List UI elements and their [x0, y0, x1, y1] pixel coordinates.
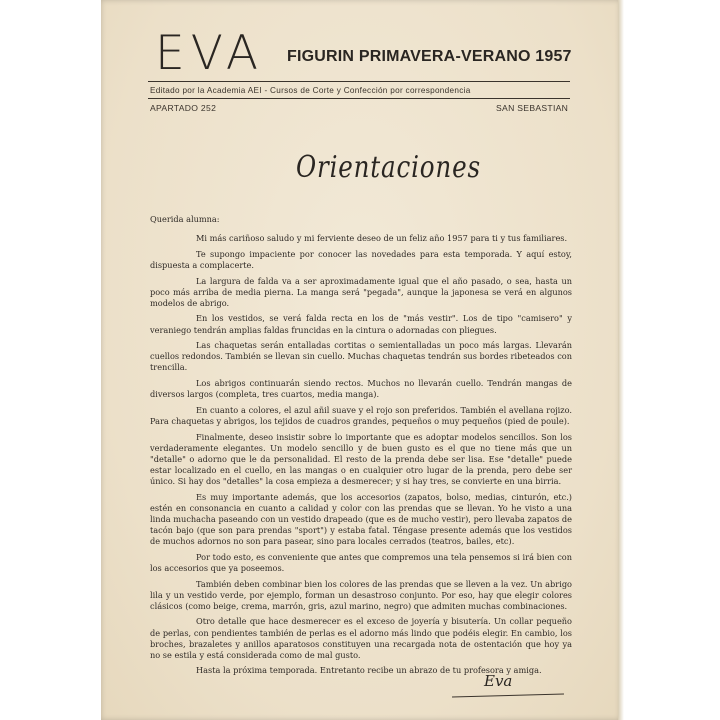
paragraph: Te supongo impaciente por conocer las novedades para esta temporada. Y aquí estoy, dispuesta a complacerte. [150, 248, 572, 270]
signature: Eva [484, 672, 513, 690]
paragraph: Las chaquetas serán entalladas cortitas o semientalladas un poco más largas. Llevarán cuellos redondos. También se llevan sin cuello. Muchas chaquetas tendrán sus bordes ribeteados con trencilla. [150, 340, 572, 373]
paragraph: Mi más cariñoso saludo y mi ferviente deseo de un feliz año 1957 para ti y tus familiares. [196, 233, 568, 244]
paragraph: También deben combinar bien los colores de las prendas que se lleven a la vez. Un abrigo lila y un vestido verde, por ejemplo, forman un desastroso conjunto. Por eso, hay que elegir colores clásicos (como beige, crema, marrón, gris, azul marino, negro) que admiten muchas combinaciones. [150, 578, 572, 611]
letter-heading: Orientaciones [296, 150, 481, 185]
paragraph: Es muy importante además, que los accesorios (zapatos, bolso, medias, cinturón, etc.) estén en consonancia en cuanto a calidad y color con las prendas que se llevan. Yo he visto a una linda muchacha paseando con un vestido drapeado (que es de mucho vestir), pero llevaba zapatos de tacón bajo (que son para prendas "sport") y estaba fatal. Téngase presente además que los vestidos de muchos adornos no son para pasear, sino para locales cerrados (teatros, bailes, etc). [150, 491, 572, 547]
paragraph: La largura de falda va a ser aproximadamente igual que el año pasado, o sea, hasta un poco más arriba de media pierna. La manga será "pegada", aunque la japonesa se verá en algunos modelos de abrigo. [150, 275, 572, 308]
city: SAN SEBASTIAN [496, 103, 569, 113]
header-rule-top [148, 81, 570, 82]
paragraph: Otro detalle que hace desmerecer es el exceso de joyería y bisutería. Un collar pequeño de perlas, con pendientes también de perlas es el adorno más lindo que podéis elegir. En cambio, los broches, brazaletes y anillos aparatosos constituyen una recargada nota de ostentación que hoy ya no se estila y está considerada como de mal gusto. [150, 616, 572, 660]
brand-logo: EVA [155, 26, 264, 81]
paragraph: En los vestidos, se verá falda recta en los de "más vestir". Los de tipo "camisero" y veraniego tendrán amplias faldas fruncidas en la cintura o adornadas con pliegues. [150, 313, 572, 335]
paragraph: Por todo esto, es conveniente que antes que compremos una tela pensemos si irá bien con los accesorios que ya poseemos. [150, 551, 572, 573]
paragraph: En cuanto a colores, el azul añil suave y el rojo son preferidos. También el avellana rojizo. Para chaquetas y abrigos, los tejidos de cuadros grandes, pequeños o muy pequeños (pied de poule). [150, 404, 572, 426]
publisher-line: Editado por la Academia AEI - Cursos de Corte y Confección por correspondencia [150, 86, 471, 95]
salutation: Querida alumna: [150, 214, 220, 224]
po-box: APARTADO 252 [150, 103, 217, 113]
paragraph: Hasta la próxima temporada. Entretanto recibe un abrazo de tu profesora y amiga. [196, 665, 542, 676]
letter-body [150, 214, 572, 681]
paragraph: Finalmente, deseo insistir sobre lo importante que es adoptar modelos sencillos. Son los verdaderamente elegantes. Un modelo sencillo y de buen gusto es el que no tiene más que un "detalle" o adorno que le da personalidad. El resto de la prenda debe ser lisa. Ese "detalle" puede estar localizado en el cuello, en las mangas o en cualquier otro lugar de la prenda, pero debe ser único. Si hay dos "detalles" la cosa empieza a desmerecer; y si hay tres, se convierte en una birria. [150, 431, 572, 487]
paragraph: Los abrigos continuarán siendo rectos. Muchos no llevarán cuello. Tendrán mangas de diversos largos (completa, tres cuartos, media manga). [150, 378, 572, 400]
collection-title: FIGURIN PRIMAVERA-VERANO 1957 [287, 48, 572, 65]
header-rule-bottom [148, 98, 570, 99]
page-edge [618, 0, 624, 720]
